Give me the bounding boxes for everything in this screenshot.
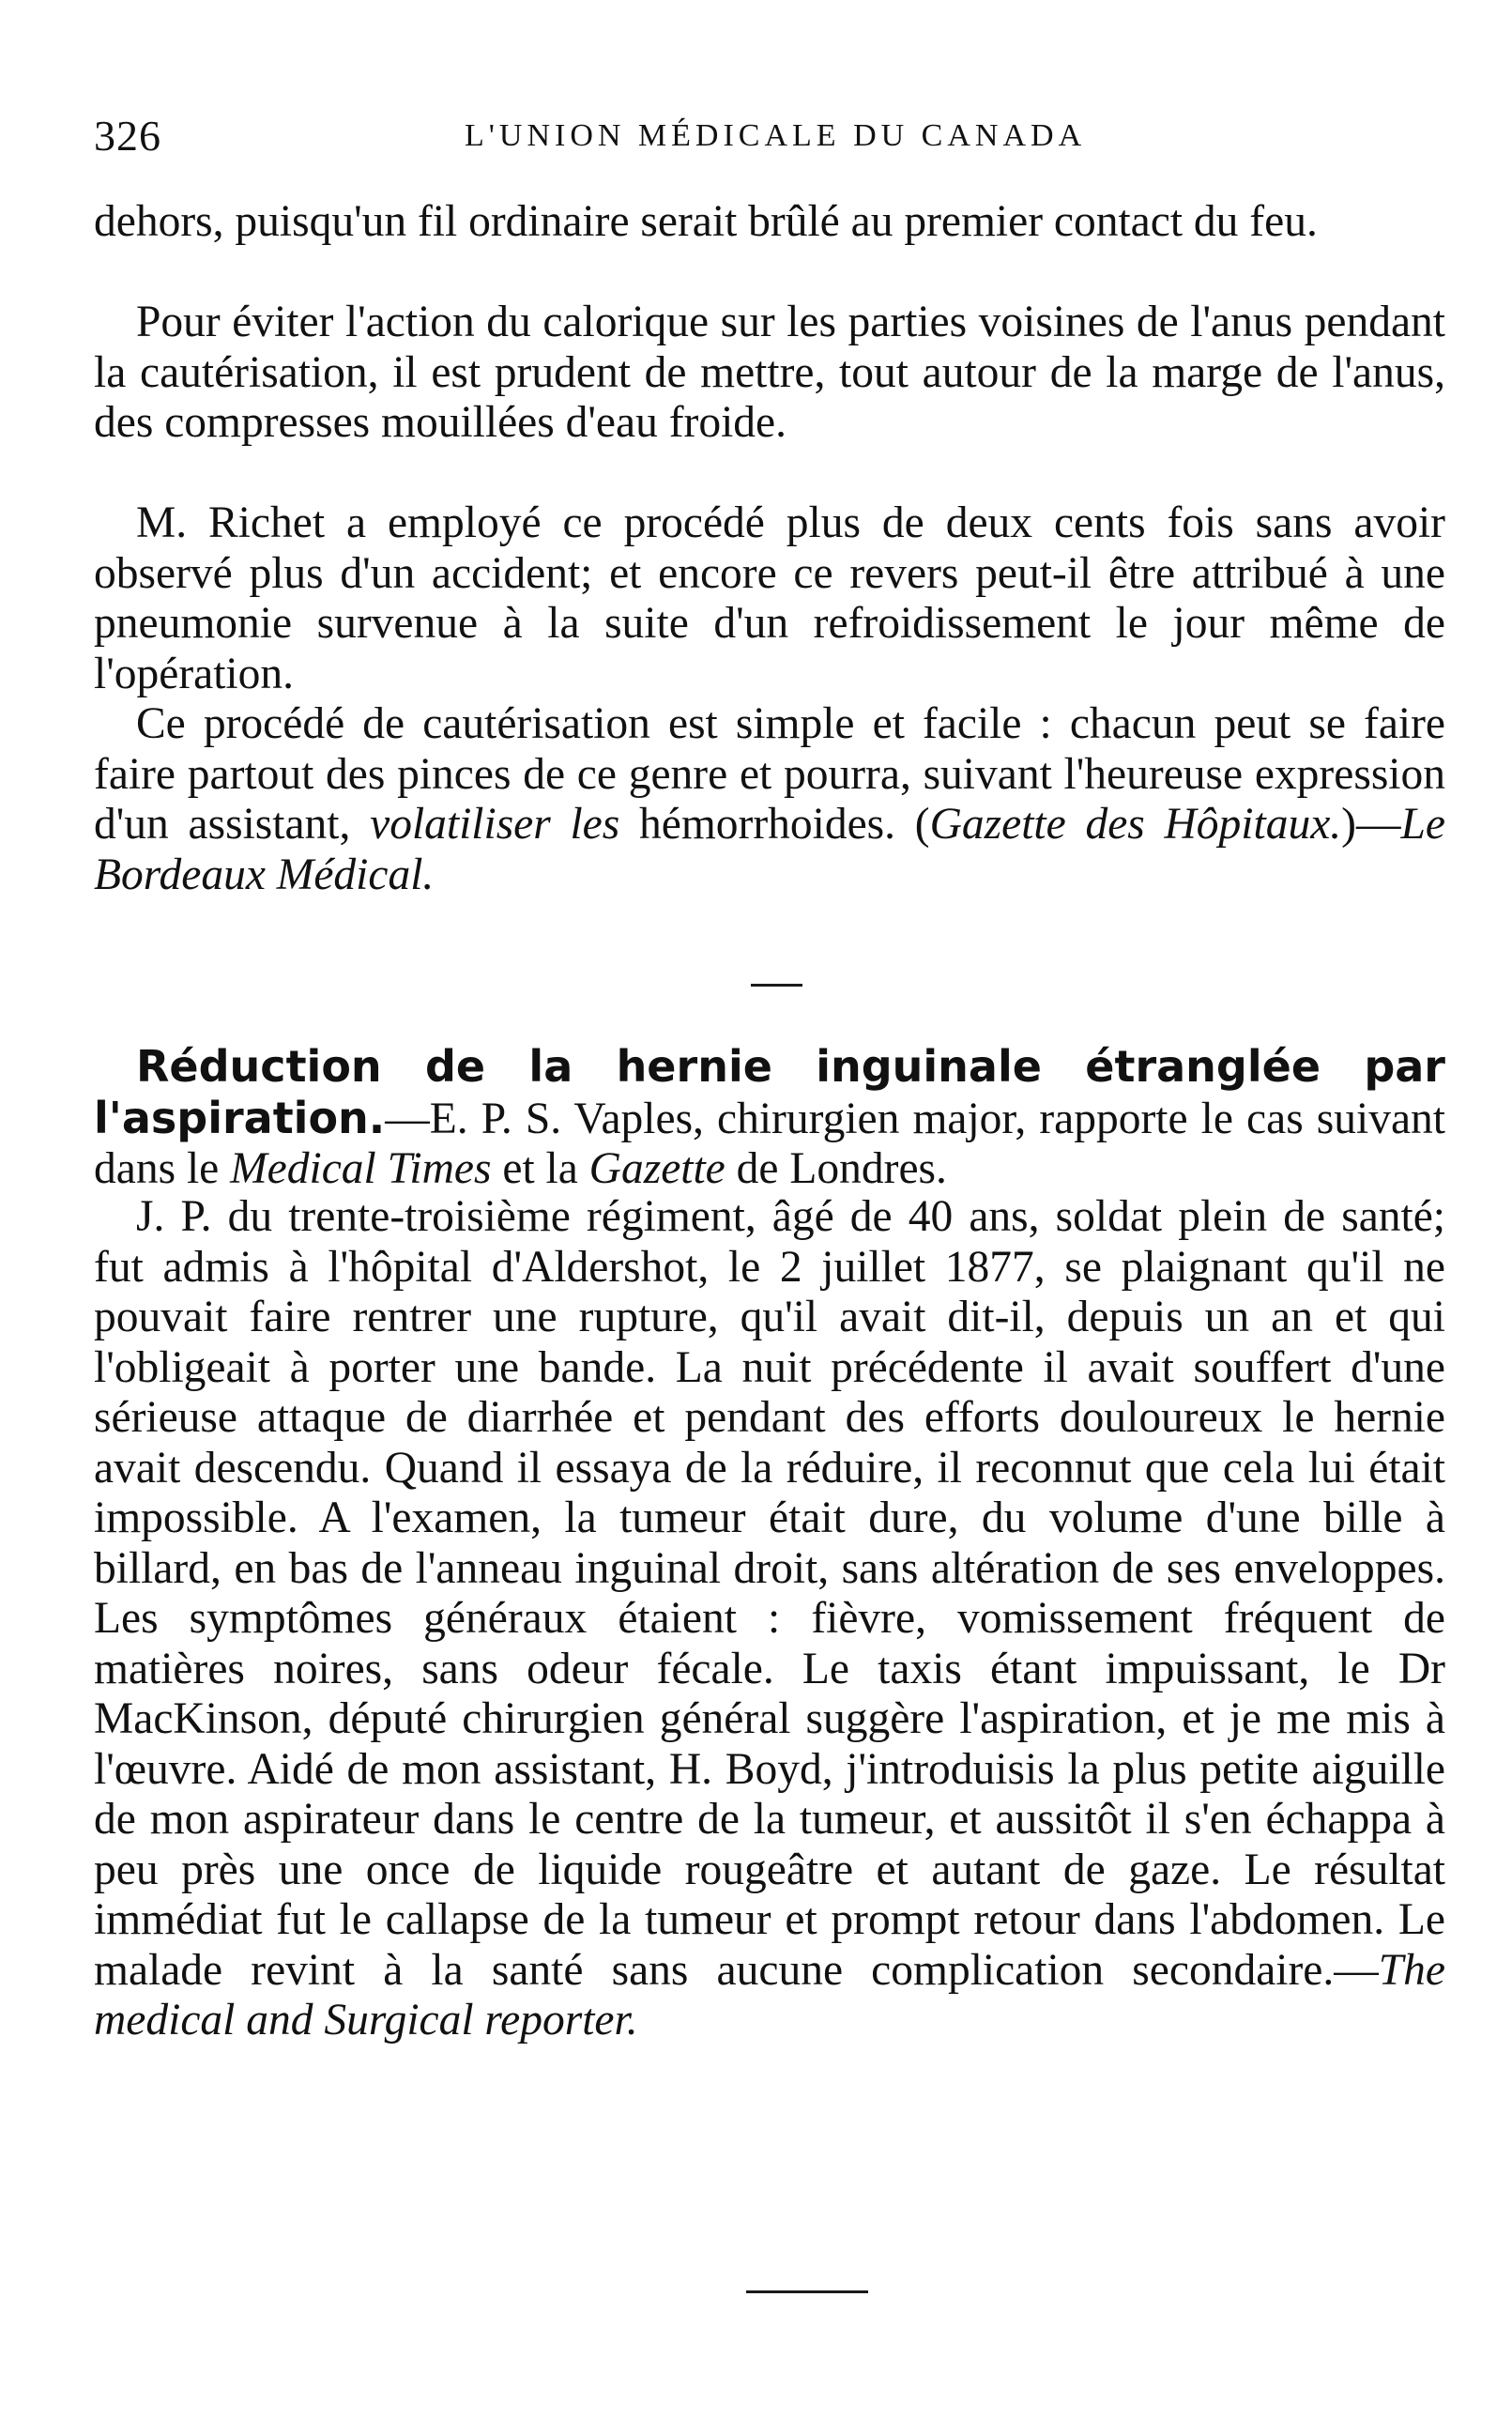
article-title: Réduction de la hernie inguinale étranglée par l'aspiration. (94, 1041, 1445, 1143)
paragraph-text: de Londres. (725, 1144, 947, 1193)
paragraph-text: dehors, puisqu'un fil ordinaire serait brûlé au premier contact du feu. (94, 197, 1318, 246)
paragraph-conclusion (94, 699, 1445, 900)
paragraph-text: J. P. du trente-troisième régiment, âgé de 40 ans, soldat plein de santé; fut admis à l'hôpital d'Aldershot, le 2 juillet 1877, se plaignant qu'il ne pouvait faire rentrer une rupture, qu'il avait dit-il, depuis un an et qui l'obligeait à porter une bande. La nuit précédente il avait souffert d'une sérieuse attaque de diarrhée et pendant des efforts douloureux le hernie avait descendu. Quand il essaya de la réduire, il reconnut que cela lui était impossible. A l'examen, la tumeur était dure, du volume d'une bille à billard, en bas de l'anneau inguinal droit, sans altération de ses enveloppes. Les symptômes généraux étaient : fièvre, vomissement fréquent de matières noires, sans odeur fécale. Le taxis étant impuissant, le Dr MacKinson, député chirurgien général suggère l'aspiration, et je me mis à l'œuvre. Aidé de mon assistant, H. Boyd, j'introduisis la plus petite aiguille de mon aspirateur dans le centre de la tumeur, et aussitôt il s'en échappa à peu près une once de liquide rougeâtre et autant de gaze. Le résultat immédiat fut le callapse de la tumeur et prompt retour dans l'abdomen. Le malade revint à la santé sans aucune complication secondaire.— (94, 1192, 1445, 1995)
italic-phrase: volatiliser les (370, 800, 620, 849)
journal-title: L'UNION MÉDICALE DU CANADA (465, 118, 1087, 153)
paragraph-text: Ce procédé de cautérisation est simple et facile : chacun peut se faire faire partout des pinces de ce genre et pourra, suivant l'heureuse expression d'un assistant, (94, 699, 1445, 849)
case-report-paragraph (94, 1192, 1445, 2046)
source-citation: Gazette des Hôpitaux. (929, 800, 1342, 849)
paragraph-text: —E. P. S. Vaples, chirurgien major, rapporte le cas suivant dans le (94, 1094, 1445, 1193)
section-divider (751, 984, 802, 987)
source-citation: The medical and Surgical reporter. (94, 1945, 1445, 2044)
paragraph-text: hémorrhoides. ( (619, 800, 930, 849)
source-citation: Gazette (588, 1144, 725, 1193)
article-intro-paragraph (94, 1042, 1445, 1195)
paragraph-text: M. Richet a employé ce procédé plus de deux cents fois sans avoir observé plus d'un accident; et encore ce revers peut-il être attribué à une pneumonie survenue à la suite d'un refroidissement le jour même de l'opération. (94, 498, 1445, 698)
paragraph-continuation (94, 197, 1445, 248)
paragraph-anus-protection (94, 298, 1445, 449)
source-citation: Le Bordeaux Médical. (94, 800, 1445, 899)
page-number: 326 (94, 112, 161, 160)
running-head (94, 111, 1455, 167)
paragraph-text: et la (491, 1144, 589, 1193)
paragraph-text: )— (1341, 800, 1401, 849)
source-citation: Medical Times (230, 1144, 492, 1193)
end-rule (746, 2290, 868, 2293)
paragraph-text: Pour éviter l'action du calorique sur les parties voisines de l'anus pendant la cautérisation, il est prudent de mettre, tout autour de la marge de l'anus, des compresses mouillées d'eau froide. (94, 298, 1445, 447)
paragraph-richet (94, 498, 1445, 699)
